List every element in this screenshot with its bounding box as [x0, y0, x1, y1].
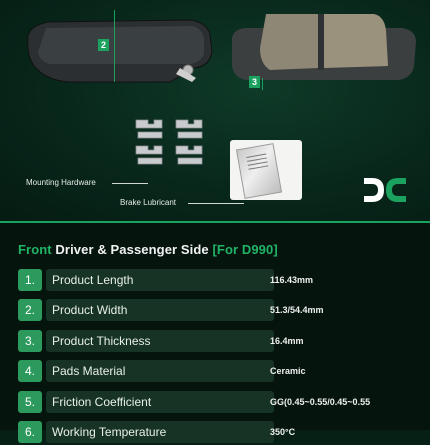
spec-value: Ceramic — [270, 366, 306, 376]
dimension-marker-2: 2 — [98, 39, 109, 51]
spec-number: 5. — [18, 391, 42, 413]
heading-side: Driver & Passenger Side — [51, 242, 213, 257]
dimension-line-thickness — [262, 78, 263, 90]
spec-row-length — [18, 269, 412, 293]
spec-label: Product Thickness — [46, 330, 274, 352]
brand-logo-icon — [362, 176, 408, 204]
brake-pad-back-image — [20, 8, 220, 88]
brake-lubricant-leader — [188, 203, 244, 204]
spec-heading — [18, 242, 278, 257]
spec-label: Product Width — [46, 299, 274, 321]
mounting-hardware-label: Mounting Hardware — [26, 178, 96, 187]
spec-number: 6. — [18, 421, 42, 443]
spec-value: 116.43mm — [270, 275, 314, 285]
spec-label: Pads Material — [46, 360, 274, 382]
dimension-marker-3: 3 — [249, 76, 260, 88]
spec-number: 3. — [18, 330, 42, 352]
spec-number: 1. — [18, 269, 42, 291]
mounting-hardware-leader — [112, 183, 148, 184]
mounting-clips-image — [132, 116, 212, 166]
heading-model: [For D990] — [212, 242, 278, 257]
dimension-line-width — [114, 10, 115, 82]
spec-row-thickness — [18, 330, 412, 354]
spec-row-width — [18, 299, 412, 323]
product-image-area — [0, 0, 430, 222]
spec-value: 16.4mm — [270, 336, 304, 346]
spec-value: 350°C — [270, 427, 296, 437]
heading-front: Front — [18, 242, 52, 257]
spec-label: Friction Coefficient — [46, 391, 274, 413]
spec-value: GG(0.45~0.55/0.45~0.55 — [270, 397, 371, 407]
spec-row-temperature — [18, 421, 412, 445]
spec-row-material — [18, 360, 412, 384]
spec-number: 2. — [18, 299, 42, 321]
spec-number: 4. — [18, 360, 42, 382]
spec-row-friction — [18, 391, 412, 415]
spec-label: Product Length — [46, 269, 274, 291]
brake-lubricant-label: Brake Lubricant — [120, 198, 177, 207]
spec-label: Working Temperature — [46, 421, 274, 443]
spec-value: 51.3/54.4mm — [270, 305, 324, 315]
